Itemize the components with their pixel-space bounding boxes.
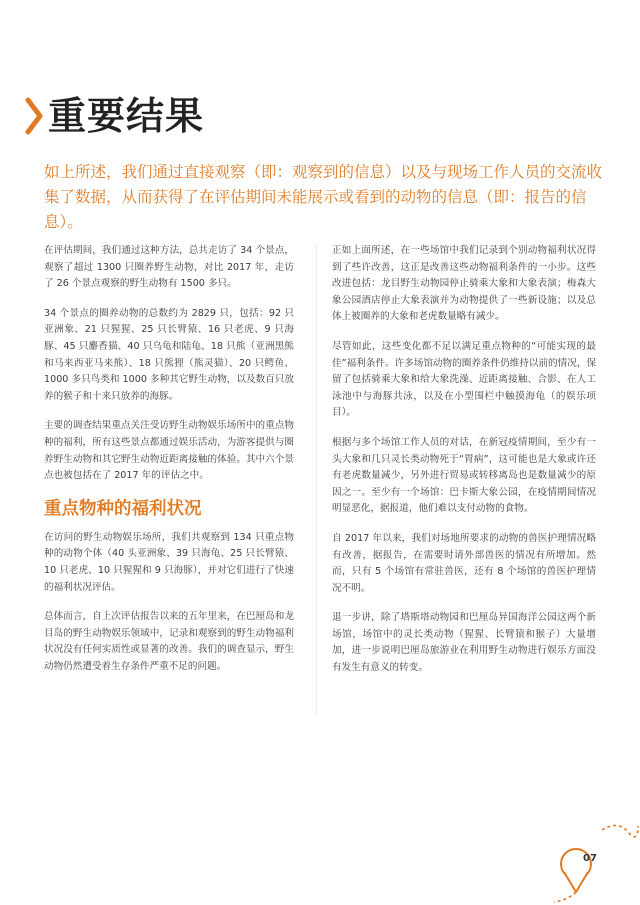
chevron-right-icon bbox=[25, 97, 45, 135]
section-heading: 重点物种的福利状况 bbox=[44, 498, 202, 519]
page-title: 重要结果 bbox=[48, 94, 205, 138]
body-paragraph: 主要的调查结果重点关注受访野生动物娱乐场所中的重点物种的福利，所有这些景点都通过娱乐活动，为游客提供与圈养野生动物和其它野生动物近距离接触的体验。其中六个景点也被包括在了 2017 年的评估之中。 bbox=[44, 420, 294, 482]
body-paragraph: 在访问的野生动物娱乐场所，我们共观察到 134 只重点物种的动物个体（40 头亚洲象、39 只海龟、25 只长臂猿、10 只老虎、10 只猩猩和 9 只海豚），并对它们进行了快速的福利状况评估。 bbox=[44, 531, 294, 593]
right-column bbox=[332, 243, 596, 690]
column-divider bbox=[316, 245, 317, 715]
intro-paragraph: 如上所述，我们通过直接观察（即：观察到的信息）以及与现场工作人员的交流收集了数据，从而获得了在评估期间未能展示或看到的动物的信息（即：报告的信息）。 bbox=[44, 163, 603, 231]
body-paragraph: 总体而言，自上次评估报告以来的五年里来，在巴厘岛和龙目岛的野生动物娱乐领域中，记录和观察到的野生动物福利状况没有任何实质性或显著的改善。我们的调查显示，野生动物仍然遭受着生存条件严重不足的问题。 bbox=[44, 611, 294, 672]
body-paragraph: 在评估期间，我们通过这种方法，总共走访了 34 个景点，观察了超过 1300 只圈养野生动物，对比 2017 年，走访了 26 个景点观察的野生动物有 1500 多只。 bbox=[44, 245, 294, 290]
page-number: 07 bbox=[583, 853, 597, 864]
body-paragraph: 根据与多个场馆工作人员的对话，在新冠疫情期间，至少有一头大象和几只灵长类动物死于“胃病”，这可能也是大象或许还有老虎数量减少，另外进行贸易或转移离岛也是数量减少的原因之一。至少有一个场馆：巴卡斯大象公园，在疫情期间情况明显恶化，据报道，他们难以支付动物的食物。 bbox=[332, 436, 596, 515]
body-paragraph: 正如上面所述，在一些场馆中我们记录到个别动物福利状况得到了些许改善，这正是改善这些动物福利条件的一小步。这些改进包括：龙目野生动物园停止骑乘大象和大象表演；梅森大象公园酒店停止大象表演并为动物提供了一些新设施；以及总体上被圈养的大象和老虎数量略有减少。 bbox=[332, 245, 596, 323]
left-column bbox=[44, 243, 294, 688]
body-paragraph: 尽管如此，这些变化都不足以满足重点物种的“可能实现的最佳”福利条件。许多场馆动物的圈养条件仍维持以前的情况，保留了包括骑乘大象和给大象洗澡、近距离接触、合影、在人工泳池中与海豚共泳，以及在小型围栏中触摸海龟（的娱乐项目）。 bbox=[332, 340, 597, 419]
body-paragraph: 自 2017 年以来，我们对场地所要求的动物的兽医护理情况略有改善，据报告，在需要时请外部兽医的情况有所增加。然而，只有 5 个场馆有常驻兽医，还有 8 个场馆的兽医护理情况不明。 bbox=[332, 532, 596, 594]
body-paragraph: 退一步讲，除了塔斯塔动物园和巴厘岛异国海洋公园这两个新场馆，场馆中的灵长类动物（猩猩、长臂猿和猴子）大量增加，进一步说明巴厘岛旅游业在利用野生动物进行娱乐方面没有发生有意义的转变。 bbox=[332, 612, 596, 674]
body-paragraph: 34 个景点的圈养动物的总数约为 2829 只，包括：92 只亚洲象、21 只猩猩、25 只长臂猿、16 只老虎、9 只海豚、45 只麝香猫、40 只乌龟和陆龟、18 只熊（亚洲黑熊和马来西亚马来熊）、18 只熊狸（熊灵猫）、20 只鳄鱼、1000 多只鸟类和 1000 多种其它野生动物，以及数百只放养的猴子和十来只放养的海豚。 bbox=[44, 307, 294, 402]
